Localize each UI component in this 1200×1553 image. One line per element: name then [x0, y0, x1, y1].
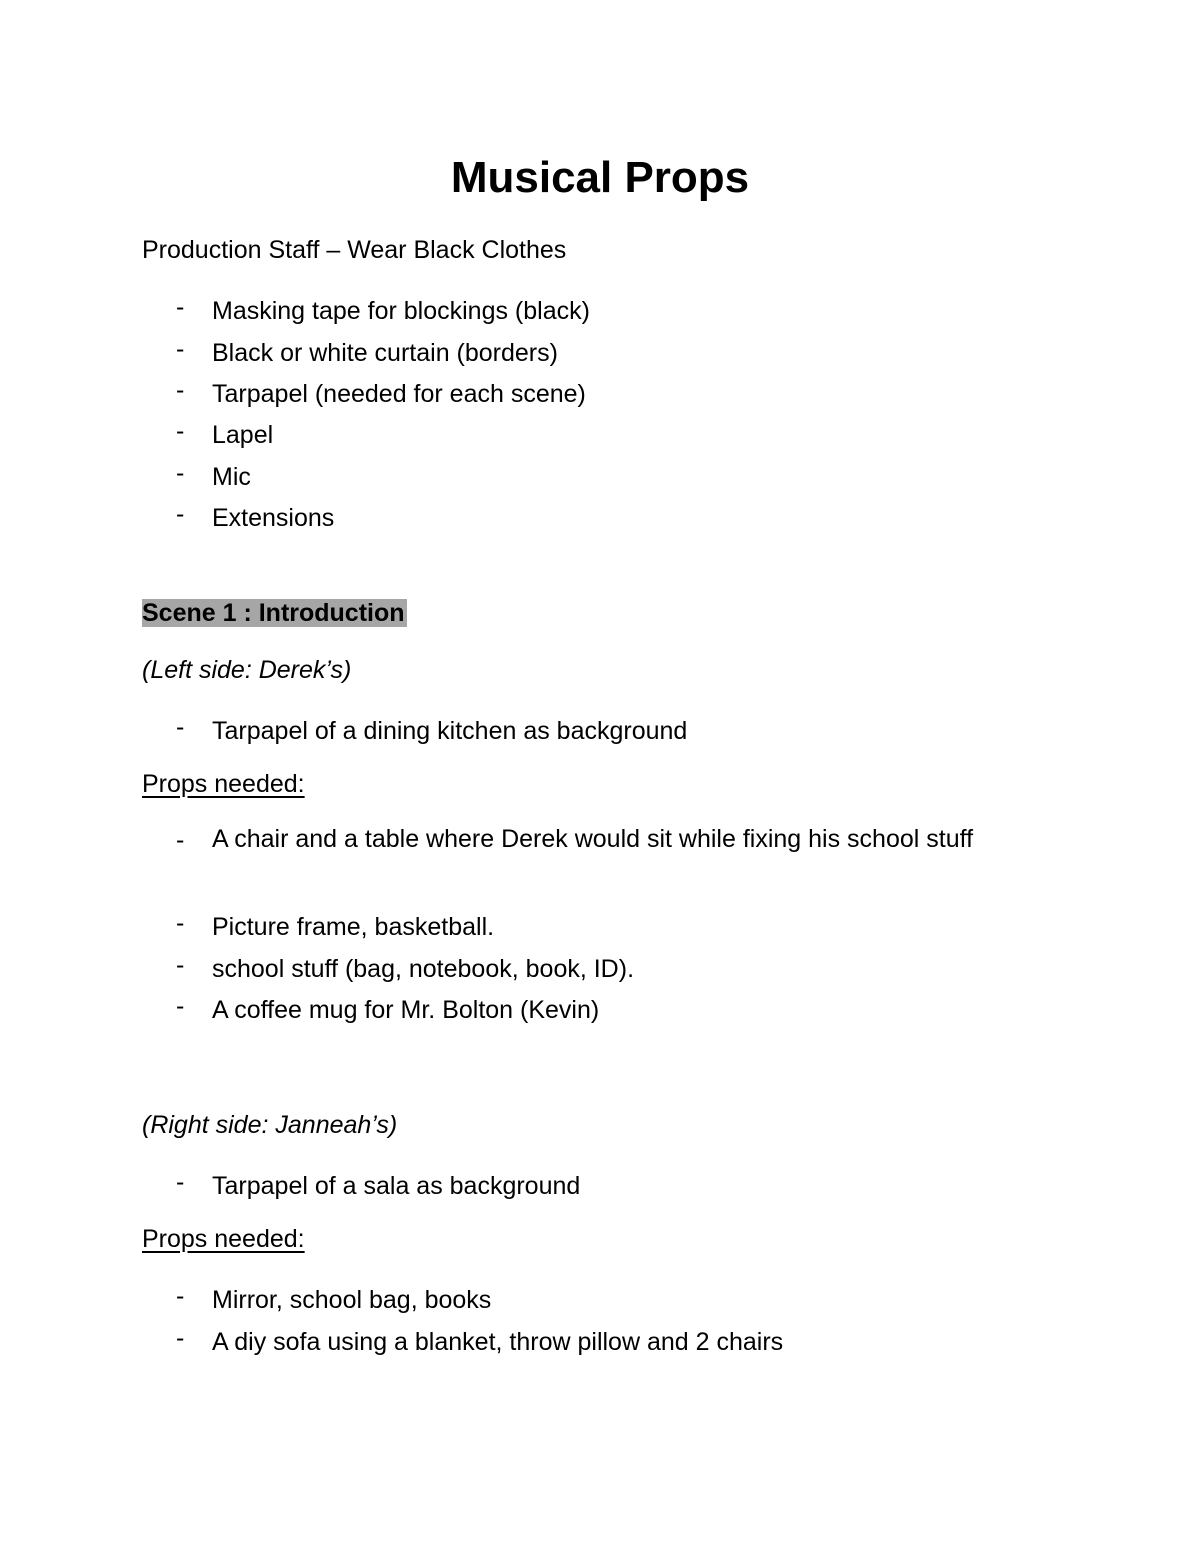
left-side-background: Tarpapel of a dining kitchen as background — [212, 717, 688, 745]
right-side-background: Tarpapel of a sala as background — [212, 1172, 581, 1200]
list-dash: - — [176, 293, 185, 321]
list-item-text: Mirror, school bag, books — [212, 1286, 492, 1314]
list-item-text: Extensions — [212, 504, 335, 532]
list-dash: - — [176, 335, 185, 363]
list-item-text: Masking tape for blockings (black) — [212, 297, 590, 325]
list-dash: - — [176, 459, 185, 487]
list-item-text: Lapel — [212, 421, 274, 449]
list-dash: - — [176, 1282, 185, 1310]
list-dash: - — [176, 500, 185, 528]
list-item-text: A diy sofa using a blanket, throw pillow and 2 chairs — [212, 1328, 784, 1356]
list-dash: - — [176, 713, 185, 741]
list-item-text: Mic — [212, 463, 251, 491]
list-dash: - — [176, 826, 185, 854]
list-item-text: A coffee mug for Mr. Bolton (Kevin) — [212, 996, 600, 1024]
right-side-props-label: Props needed: — [142, 1225, 305, 1253]
list-dash: - — [176, 1168, 185, 1196]
left-side-props-label: Props needed: — [142, 770, 305, 798]
document-title: Musical Props — [450, 153, 750, 202]
list-item-text: Black or white curtain (borders) — [212, 339, 558, 367]
list-dash: - — [176, 1324, 185, 1352]
left-side-label: (Left side: Derek’s) — [142, 656, 352, 684]
right-side-label: (Right side: Janneah’s) — [142, 1111, 398, 1139]
list-item-text: A chair and a table where Derek would sit while fixing his school stuff — [212, 825, 974, 853]
list-dash: - — [176, 417, 185, 445]
list-dash: - — [176, 376, 185, 404]
scene-1-heading-line — [142, 597, 407, 629]
list-item-text: Picture frame, basketball. — [212, 913, 495, 941]
list-dash: - — [176, 992, 185, 1020]
list-dash: - — [176, 951, 185, 979]
scene-1-heading: Scene 1 : Introduction — [142, 599, 405, 627]
list-item-text: Tarpapel (needed for each scene) — [212, 380, 586, 408]
list-item-text: school stuff (bag, notebook, book, ID). — [212, 955, 635, 983]
list-dash: - — [176, 909, 185, 937]
production-staff-heading: Production Staff – Wear Black Clothes — [142, 236, 567, 264]
